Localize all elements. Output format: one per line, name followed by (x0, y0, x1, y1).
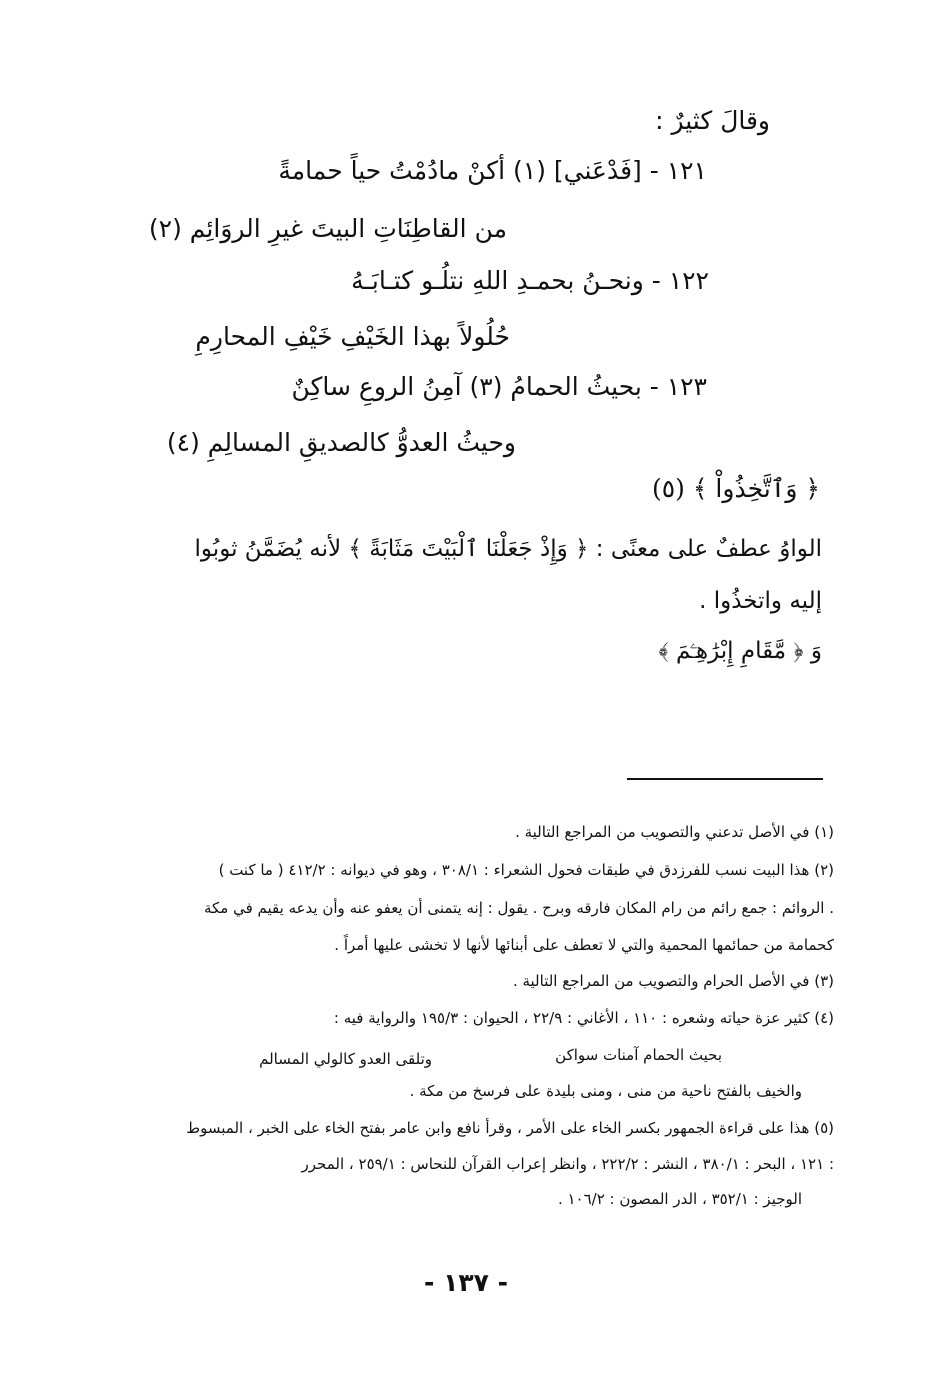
verse-121-second-hemistich: من القاطِنَاتِ البيتَ غيرِ الروَائِم (٢) (148, 214, 507, 243)
footnote-4-verse-second-hemistich: وتلقى العدو كالولي المسالم (259, 1050, 432, 1068)
verse-122-first-hemistich: ١٢٢ - ونحـنُ بحمـدِ اللهِ نتلُـو كتـابَـهُ (351, 266, 709, 295)
footnote-5-line-1: (٥) هذا على قراءة الجمهور بكسر الخاء على الأمر ، وقرأ نافع وابن عامر بفتح الخاء على الخبر ، المبسوط (186, 1119, 834, 1137)
footnote-separator (627, 778, 823, 780)
quran-quote-maqam-ibrahim: وَ ﴿ مَّقَامِ إِبْرَٰهِـۧمَ ﴾ (658, 638, 822, 664)
verse-121-first-hemistich: ١٢١ - [فَدْعَني] (١) أكنْ مادُمْتُ حياً حمامةً (278, 156, 707, 185)
page-number: - ١٣٧ - (424, 1268, 508, 1297)
footnote-5-line-2: : ١٢١ ، البحر : ٣٨٠/١ ، النشر : ٢٢٢/٢ ، وانظر إعراب القرآن للنحاس : ٢٥٩/١ ، المحرر (301, 1155, 834, 1173)
verse-123-second-hemistich: وحيثُ العدوُّ كالصديقِ المسالِمِ (٤) (166, 428, 516, 457)
footnote-4-line-2: والخيف بالفتح ناحية من منى ، ومنى بليدة على فرسخ من مكة . (409, 1082, 802, 1100)
paragraph-line-2: إليه واتخذُوا . (699, 588, 822, 614)
footnote-1: (١) في الأصل تدعني والتصويب من المراجع التالية . (515, 823, 834, 841)
quran-quote-wattakhidhu: ﴿ وَٱتَّخِذُواْ ﴾ (٥) (651, 474, 820, 503)
footnote-2-line-2: . الروائم : جمع رائم من رام المكان فارقه وبرح . يقول : إنه يتمنى أن يعفو عنه وأن يدعه يقيم في مكة (203, 899, 834, 917)
footnote-3: (٣) في الأصل الحرام والتصويب من المراجع التالية . (512, 972, 834, 990)
footnote-4-verse-first-hemistich: بحيث الحمام آمنات سواكن (555, 1046, 722, 1064)
paragraph-line-1: الواوُ عطفٌ على معنًى : ﴿ وَإِذْ جَعَلْنَا ٱلْبَيْتَ مَثَابَةً ﴾ لأنه يُضَمَّنُ ثوبُوا (194, 536, 822, 562)
verse-122-second-hemistich: حُلُولاً بهذا الخَيْفِ خَيْفِ المحارِمِ (195, 322, 510, 351)
footnote-2-line-1: (٢) هذا البيت نسب للفرزدق في طبقات فحول الشعراء : ٣٠٨/١ ، وهو في ديوانه : ٤١٢/٢ ( ما كنت ) (218, 861, 834, 879)
footnote-5-line-3: الوجيز : ٣٥٢/١ ، الدر المصون : ١٠٦/٢ . (557, 1190, 802, 1208)
footnote-4-line-1: (٤) كثير عزة حياته وشعره : ١١٠ ، الأغاني : ٢٢/٩ ، الحيوان : ١٩٥/٣ والرواية فيه : (333, 1009, 834, 1027)
poem-intro: وقالَ كثيرٌ : (655, 106, 770, 135)
verse-123-first-hemistich: ١٢٣ - بحيثُ الحمامُ (٣) آمِنُ الروعِ ساكِنٌ (291, 372, 707, 401)
footnote-2-line-3: كحمامة من حمائمها المحمية والتي لا تعطف على أبنائها لأنها لا تخشى عليها أمراً . (334, 936, 834, 954)
